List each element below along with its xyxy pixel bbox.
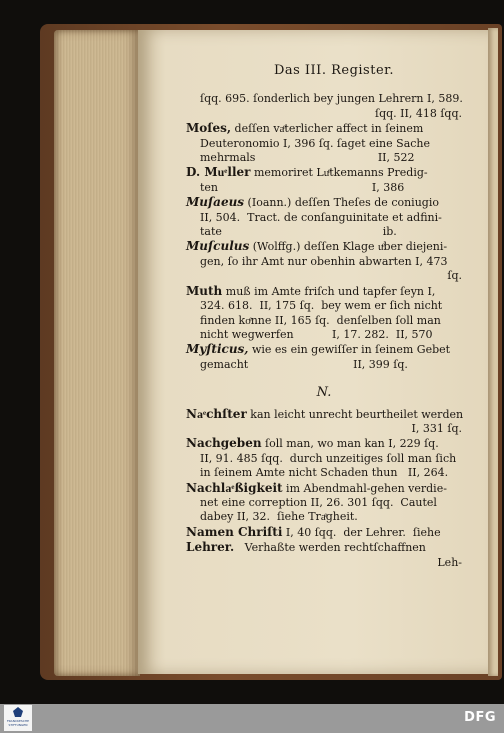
entry-text: mehrmals II, 522 (200, 151, 415, 165)
entry-text: im Abendmahl-gehen verdie- (282, 481, 447, 495)
page-right-edge (488, 28, 498, 676)
entry-text: in ſeinem Amte nicht Schaden thun II, 264. (200, 466, 449, 480)
entry-text: kan leicht unrecht beurtheilet werden (246, 407, 464, 421)
institution-logo[interactable] (4, 705, 32, 731)
section-letter: N. (316, 385, 332, 401)
register-line (186, 107, 462, 121)
entry-text: Leh- (437, 555, 462, 569)
headword: Naͤchſter (186, 406, 247, 421)
dfg-logo[interactable]: DFG (464, 710, 496, 725)
register-line (186, 422, 462, 436)
register-line (186, 510, 462, 524)
entry-text: wie es ein gewiſſer in ſeinem Gebet (248, 343, 451, 357)
entry-text: memoriret Luͤtkemanns Predig- (250, 166, 428, 180)
entry-text: (Wolffg.) deſſen Klage uͤber diejeni- (249, 240, 448, 254)
headword: D. Muͤller (186, 165, 251, 180)
entry-text: gen, ſo ihr Amt nur obenhin abwarten I, 473 (200, 254, 448, 268)
entry-text: gemacht II, 399 ſq. (200, 357, 408, 371)
register-entries-m (186, 92, 462, 372)
entry-text: finden koͤnne II, 165 ſq. denſelben ſoll man (200, 313, 441, 327)
register-line (186, 466, 462, 480)
entry-text: 324. 618. II, 175 ſq. bey wem er ſich nicht (200, 299, 443, 313)
entry-text: ſq. (447, 269, 462, 283)
entry-text: (Ioann.) deſſen Theſes de coniugio (244, 196, 439, 210)
entry-text: tate ib. (200, 225, 397, 239)
headword: Muſculus (186, 239, 250, 254)
register-line (186, 481, 462, 496)
register-line (186, 556, 462, 570)
register-line (186, 211, 462, 225)
register-line (186, 299, 462, 313)
register-line (186, 342, 462, 357)
headword: Moſes, (186, 121, 232, 136)
headword: Myſticus, (186, 342, 249, 357)
entry-text: Deuteronomio I, 396 ſq. ſaget eine Sache (200, 136, 431, 150)
register-line (186, 121, 462, 136)
register-line (186, 328, 462, 342)
entry-text: net eine correption II, 26. 301 ſqq. Cautel (200, 495, 437, 509)
headword: Muſaeus (186, 195, 245, 210)
entry-text: dabey II, 32. ſiehe Traͤgheit. (200, 510, 358, 524)
register-line (186, 195, 462, 210)
register-entries-n (186, 407, 462, 570)
page-header-title: Das III. Register. (273, 63, 395, 78)
entry-text: nicht wegwerfen I, 17. 282. II, 570 (200, 327, 433, 341)
headword: Nachgeben (186, 436, 262, 451)
entry-text: muß im Amte friſch und tapfer ſeyn I, (222, 284, 436, 298)
entry-text: II, 91. 485 ſqq. durch unzeitiges ſoll man ſich (200, 451, 457, 465)
register-line (186, 407, 462, 422)
register-line (186, 269, 462, 283)
headword: Lehrer. (186, 540, 235, 555)
headword: Muth (186, 283, 223, 298)
register-line (186, 165, 462, 180)
register-line (186, 525, 462, 540)
franckesche-stiftungen-icon (13, 707, 23, 717)
entry-text: ſqq. 695. ſonderlich bey jungen Lehrern I, 589. (200, 92, 463, 106)
entry-text: I, 331 ſq. (411, 421, 462, 435)
register-line (186, 92, 462, 106)
register-line (186, 239, 462, 254)
entry-text: I, 40 ſqq. der Lehrer. ſiehe (282, 525, 441, 539)
entry-text: ſoll man, wo man kan I, 229 ſq. (261, 437, 439, 451)
register-line (186, 284, 462, 299)
register-line (186, 314, 462, 328)
page-edges (54, 30, 140, 676)
entry-text: deſſen vaͤterlicher affect in ſeinem (231, 122, 424, 136)
entry-text: ſqq. II, 418 ſqq. (375, 106, 462, 120)
register-text (186, 64, 462, 570)
register-line (186, 255, 462, 269)
register-line (186, 540, 462, 555)
register-line (186, 452, 462, 466)
register-line (186, 137, 462, 151)
logo-caption: FRANCKESCHE STIFTUNGEN (6, 719, 30, 727)
register-line (186, 436, 462, 451)
register-line (186, 496, 462, 510)
entry-text: Verhaßte werden rechtſchaffnen (234, 541, 426, 555)
register-line (186, 151, 462, 165)
register-line (186, 225, 462, 239)
headword: Nachlaͤßigkeit (186, 480, 283, 495)
register-line (186, 181, 462, 195)
footer-bar (0, 704, 504, 733)
entry-text: ten I, 386 (200, 180, 405, 194)
entry-text: II, 504. Tract. de conſanguinitate et adfini- (200, 210, 442, 224)
register-line (186, 358, 462, 372)
headword: Namen Chriſti (186, 524, 283, 539)
